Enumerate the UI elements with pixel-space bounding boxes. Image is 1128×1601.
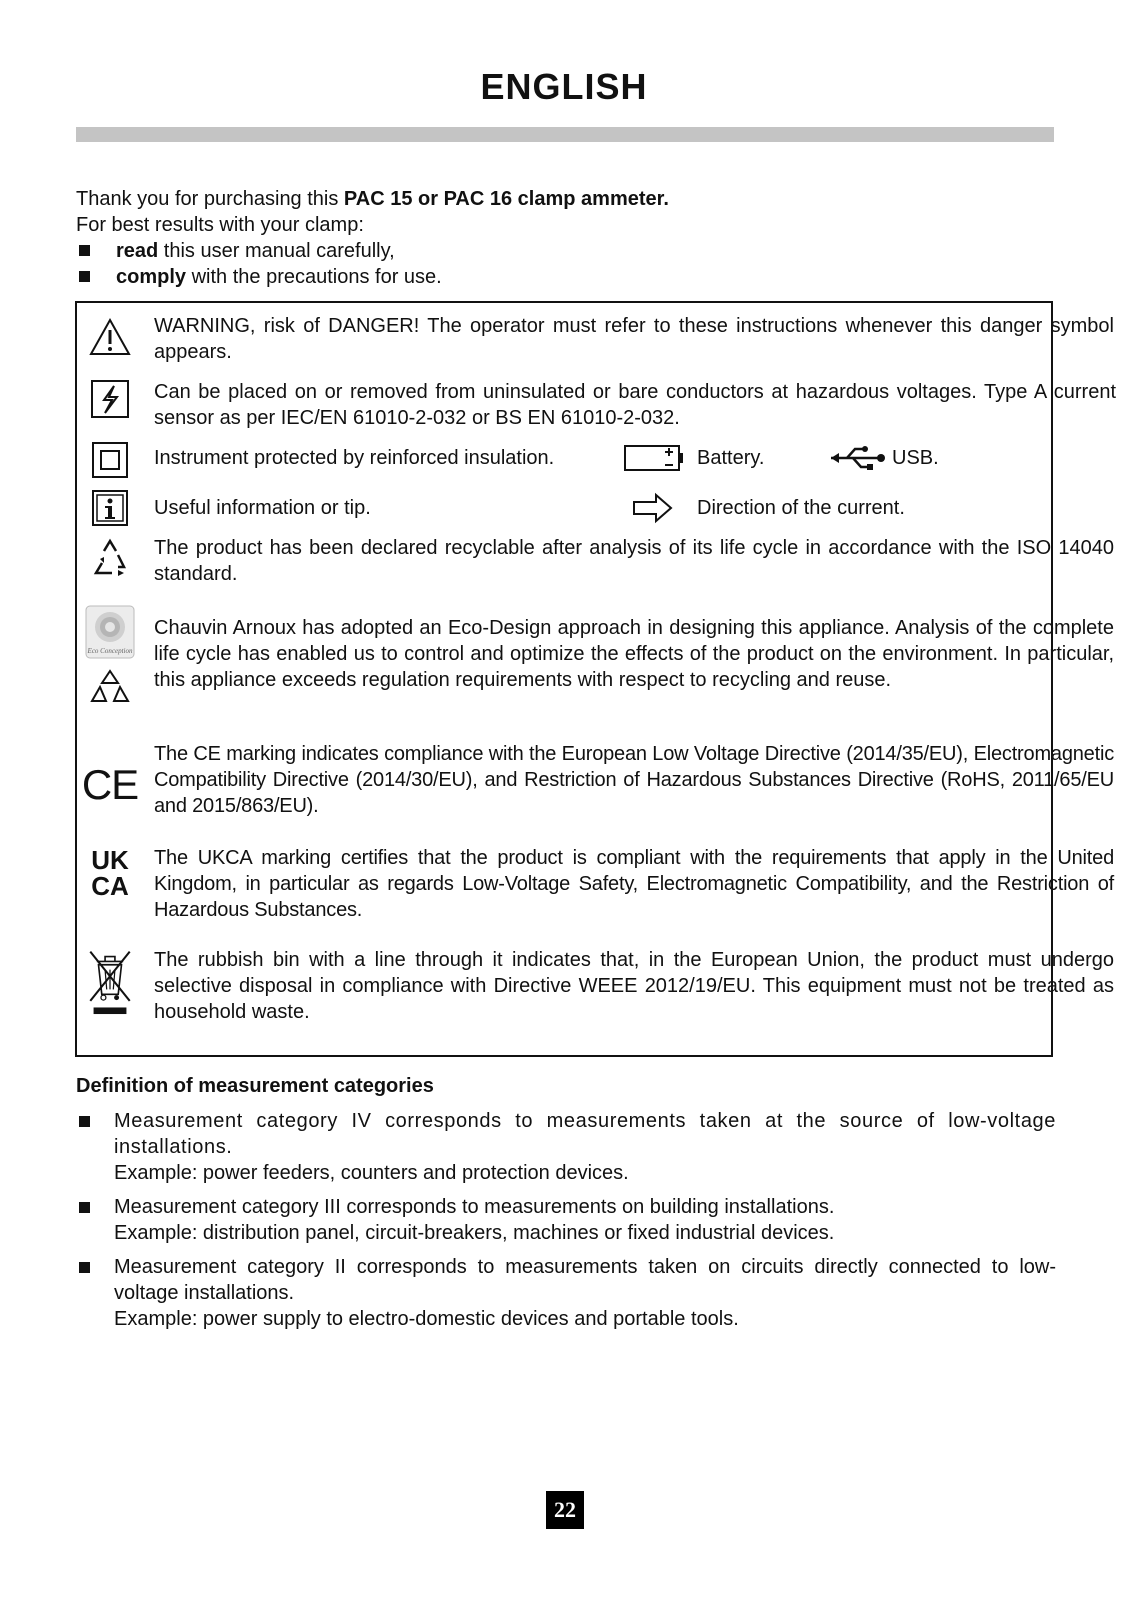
- bullet-square-icon: [79, 1262, 90, 1273]
- intro-bullet: [76, 264, 1056, 290]
- title-divider: [76, 127, 1054, 142]
- battery-text: Battery.: [697, 447, 765, 469]
- category-example: Example: power feeders, counters and protection devices.: [114, 1162, 629, 1184]
- eco-mark-text: Eco Conception: [87, 647, 133, 655]
- bullet-bold: comply: [116, 266, 187, 288]
- warning-text: WARNING, risk of DANGER! The operator must refer to these instructions whenever this danger symbol appears.: [154, 315, 1114, 363]
- intro-section: [76, 186, 1056, 290]
- intro-subtitle: For best results with your clamp:: [76, 214, 364, 236]
- ukca-mark-icon: [87, 847, 133, 899]
- bullet-square-icon: [79, 1202, 90, 1213]
- crossed-bin-icon: [87, 939, 133, 1025]
- measurement-categories-list: [76, 1108, 1056, 1340]
- usb-icon: [829, 445, 887, 476]
- page-number: 22: [546, 1491, 584, 1529]
- page-title: ENGLISH: [480, 66, 648, 107]
- category-example: Example: power supply to electro-domestic devices and portable tools.: [114, 1308, 739, 1330]
- weee-text: The rubbish bin with a line through it indicates that, in the European Union, the product must undergo selective disposal in compliance with Directive WEEE 2012/19/EU. This equipment must not be treated as household waste.: [154, 949, 1114, 1023]
- hazard-text: Can be placed on or removed from uninsulated or bare conductors at hazardous voltages. Type A current sensor as per IEC/EN 61010-2-032 or BS EN 61010-2-032.: [154, 381, 1116, 429]
- warning-triangle-icon: [87, 317, 133, 357]
- direction-text: Direction of the current.: [697, 497, 905, 519]
- ce-mark-icon: CE: [81, 761, 139, 808]
- category-description: Measurement category II corresponds to measurements taken on circuits directly connected to low-voltage installations.: [114, 1256, 1056, 1304]
- symbols-legend-box: [75, 301, 1116, 1057]
- hazardous-voltage-icon: [87, 379, 133, 419]
- bullet-bold: read: [116, 240, 159, 262]
- eco-design-logo: [87, 605, 133, 714]
- list-item: [76, 1108, 1056, 1186]
- intro-thanks: [76, 186, 1056, 212]
- battery-icon: [623, 443, 685, 478]
- list-item: [76, 1194, 1056, 1246]
- bullet-text: this user manual carefully,: [158, 240, 395, 262]
- ukca-text: The UKCA marking certifies that the product is compliant with the requirements that apply in the United Kingdom, in particular as regards Low-Voltage Safety, Electromagnetic Compatibility, and the Restriction of Hazardous Substances.: [154, 847, 1114, 921]
- product-name: PAC 15 or PAC 16 clamp ammeter.: [343, 188, 669, 210]
- info-icon: [87, 489, 133, 527]
- bullet-text: with the precautions for use.: [186, 266, 442, 288]
- bullet-square-icon: [79, 271, 90, 282]
- category-example: Example: distribution panel, circuit-breakers, machines or fixed industrial devices.: [114, 1222, 835, 1244]
- double-insulation-icon: [87, 441, 133, 479]
- definitions-heading: Definition of measurement categories: [76, 1075, 434, 1097]
- info-text: Useful information or tip.: [154, 497, 371, 519]
- ukca-uk: UK: [91, 845, 129, 875]
- category-description: Measurement category IV corresponds to measurements taken at the source of low-voltage installations.: [114, 1110, 1056, 1158]
- usb-text: USB.: [892, 447, 939, 469]
- intro-bullet: [76, 238, 1056, 264]
- eco-design-text: Chauvin Arnoux has adopted an Eco-Design approach in designing this appliance. Analysis of the complete life cycle has enabled us to control and optimize the effects of the product on the environment. In particular, this appliance exceeds regulation requirements with respect to recycling and reuse.: [154, 617, 1114, 691]
- arrow-right-icon: [632, 492, 674, 529]
- category-description: Measurement category III corresponds to measurements on building installations.: [114, 1196, 835, 1218]
- insulation-text: Instrument protected by reinforced insulation.: [154, 447, 555, 469]
- bullet-square-icon: [79, 1116, 90, 1127]
- ce-text: The CE marking indicates compliance with the European Low Voltage Directive (2014/35/EU), Electromagnetic Compatibility Directive (2014/30/EU), and Restriction of Hazardous Substances Directive (RoHS, 2011/65/EU and 2015/863/EU).: [154, 743, 1114, 817]
- intro-thanks-text: Thank you for purchasing this: [76, 188, 344, 210]
- bullet-square-icon: [79, 245, 90, 256]
- recyclable-text: The product has been declared recyclable after analysis of its life cycle in accordance with the ISO 14040 standard.: [154, 537, 1114, 585]
- ukca-ca: CA: [91, 871, 129, 901]
- recycle-arrows-icon: [88, 667, 132, 714]
- list-item: [76, 1254, 1056, 1332]
- recycle-icon: [87, 537, 133, 579]
